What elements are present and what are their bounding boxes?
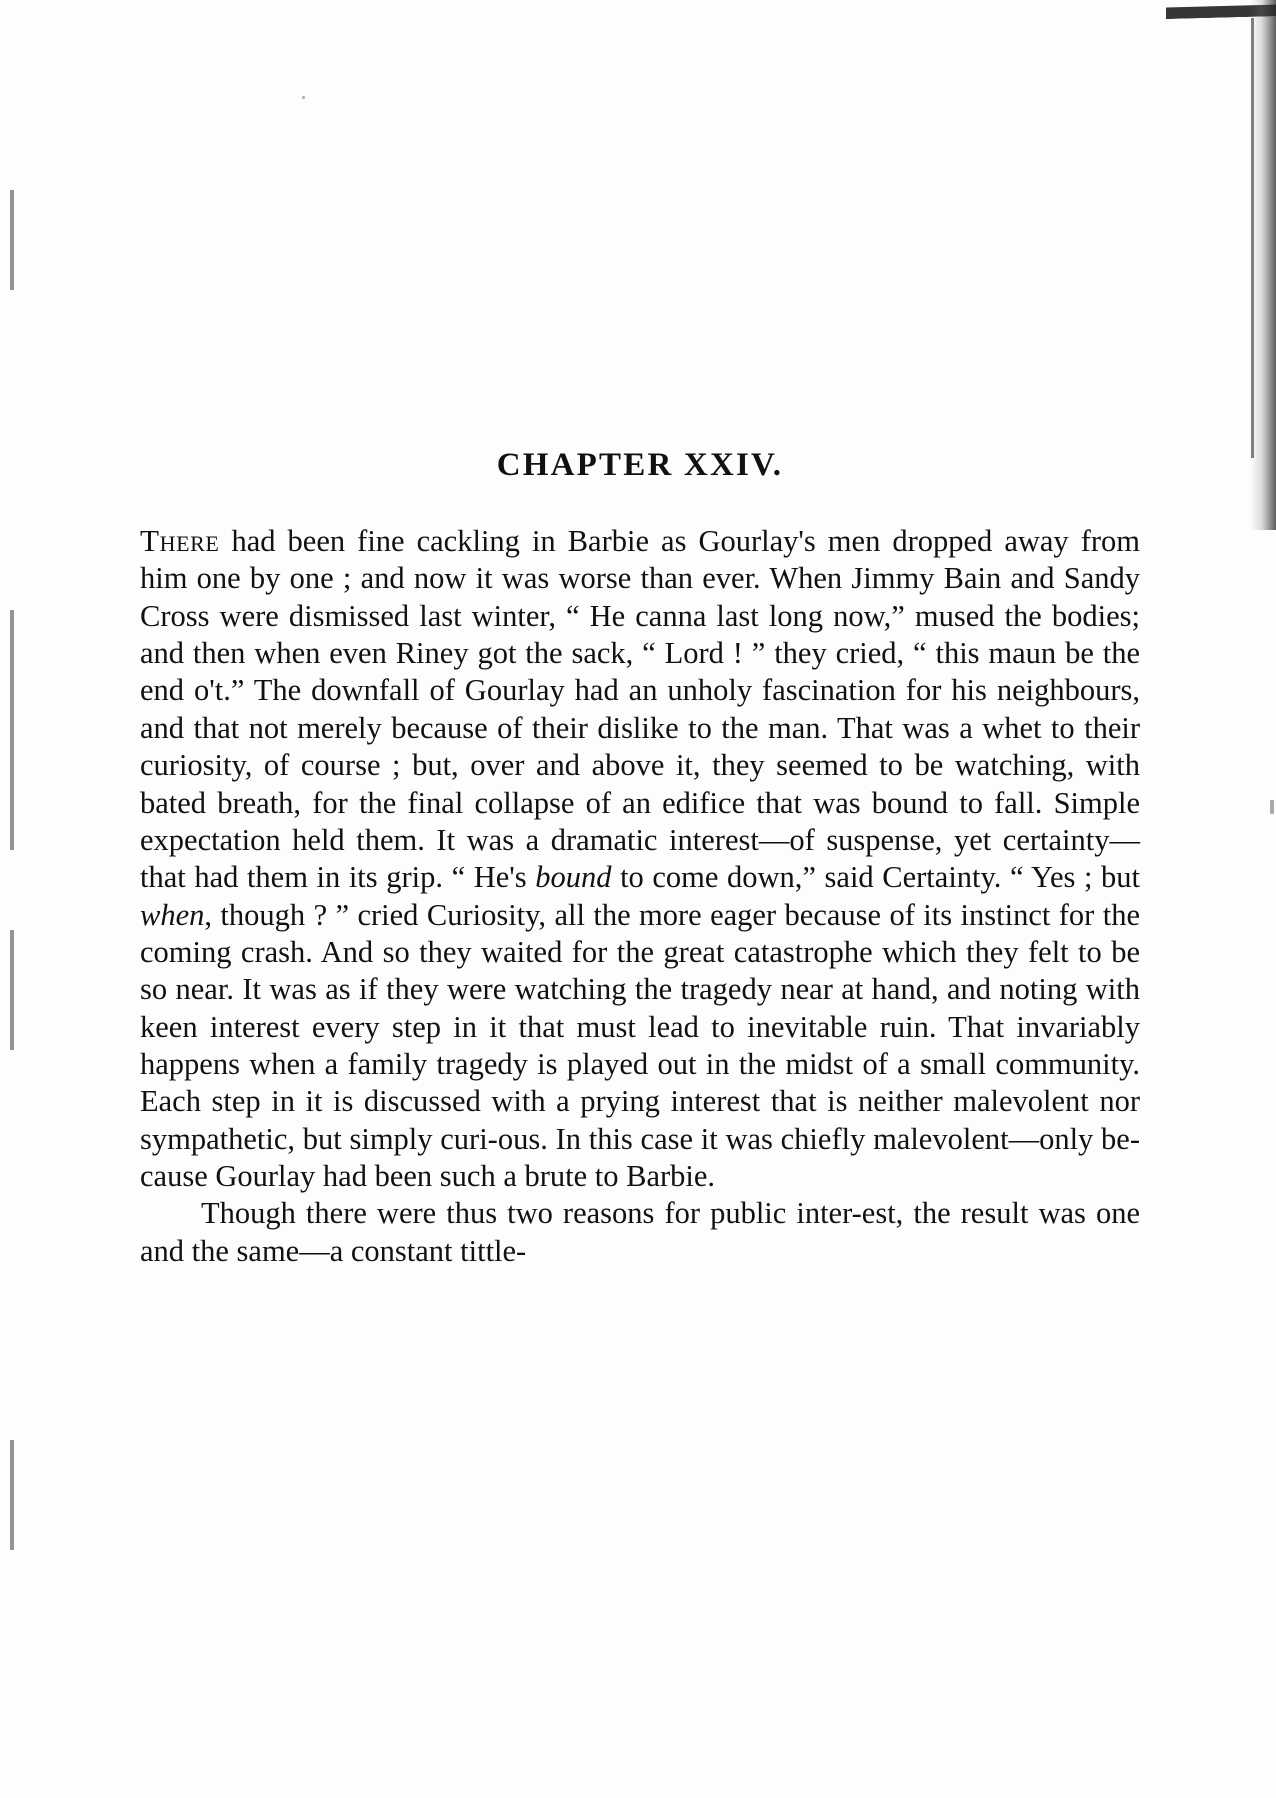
paragraph-1-opening-smallcaps: There (140, 523, 220, 558)
paragraph-1-text-part-1: had been fine cackling in Barbie as Gourlay's men dropped away from him one by one ; and now it was worse than ever. When Jimmy Bain and Sandy Cross were dismissed last winter, “ He canna last long now,” mused the bodies; and then when even Riney got the sack, “ Lord ! ” they cried, “ this maun be the end o't.” The downfall of Gourlay had an unholy fascination for his neighbours, and that not merely because of their dislike to the man. That was a whet to their curiosity, of course ; but, over and above it, they seemed to be watching, with bated breath, for the final collapse of an edifice that was bound to fall. Simple expectation held them. It was a dramatic interest—of suspense, yet certainty—that had them in its grip. “ He's (140, 524, 1140, 895)
paragraph-1 (140, 522, 1140, 1195)
paragraph-1-text-part-3: , though ? ” cried Curiosity, all the more eager because of its instinct for the coming crash. And so they waited for the great catastrophe which they felt to be so near. It was as if they were watching the tragedy near at hand, and noting with keen interest every step in it that must lead to inevitable ruin. That invariably happens when a family tragedy is played out in the midst of a small community. Each step in it is discussed with a prying interest that is neither malevolent nor sympathetic, but simply curi-ous. In this case it was chiefly malevolent—only be-cause Gourlay had been such a brute to Barbie. (140, 897, 1140, 1194)
paragraph-1-text-part-2: to come down,” said Certainty. “ Yes ; but (611, 860, 1140, 895)
page-content (140, 0, 1140, 1270)
scan-left-edge-marks (10, 190, 16, 1530)
paragraph-1-italic-bound: bound (535, 860, 612, 895)
chapter-heading: CHAPTER XXIV. (496, 447, 784, 483)
paragraph-2: Though there were thus two reasons for public inter-est, the result was one and the same—a constant tittle- (140, 1196, 1140, 1268)
scan-right-edge-line (1251, 18, 1254, 458)
scan-speck (1270, 800, 1274, 814)
paragraph-1-italic-when: when (140, 897, 205, 932)
body-text (140, 522, 1140, 1270)
